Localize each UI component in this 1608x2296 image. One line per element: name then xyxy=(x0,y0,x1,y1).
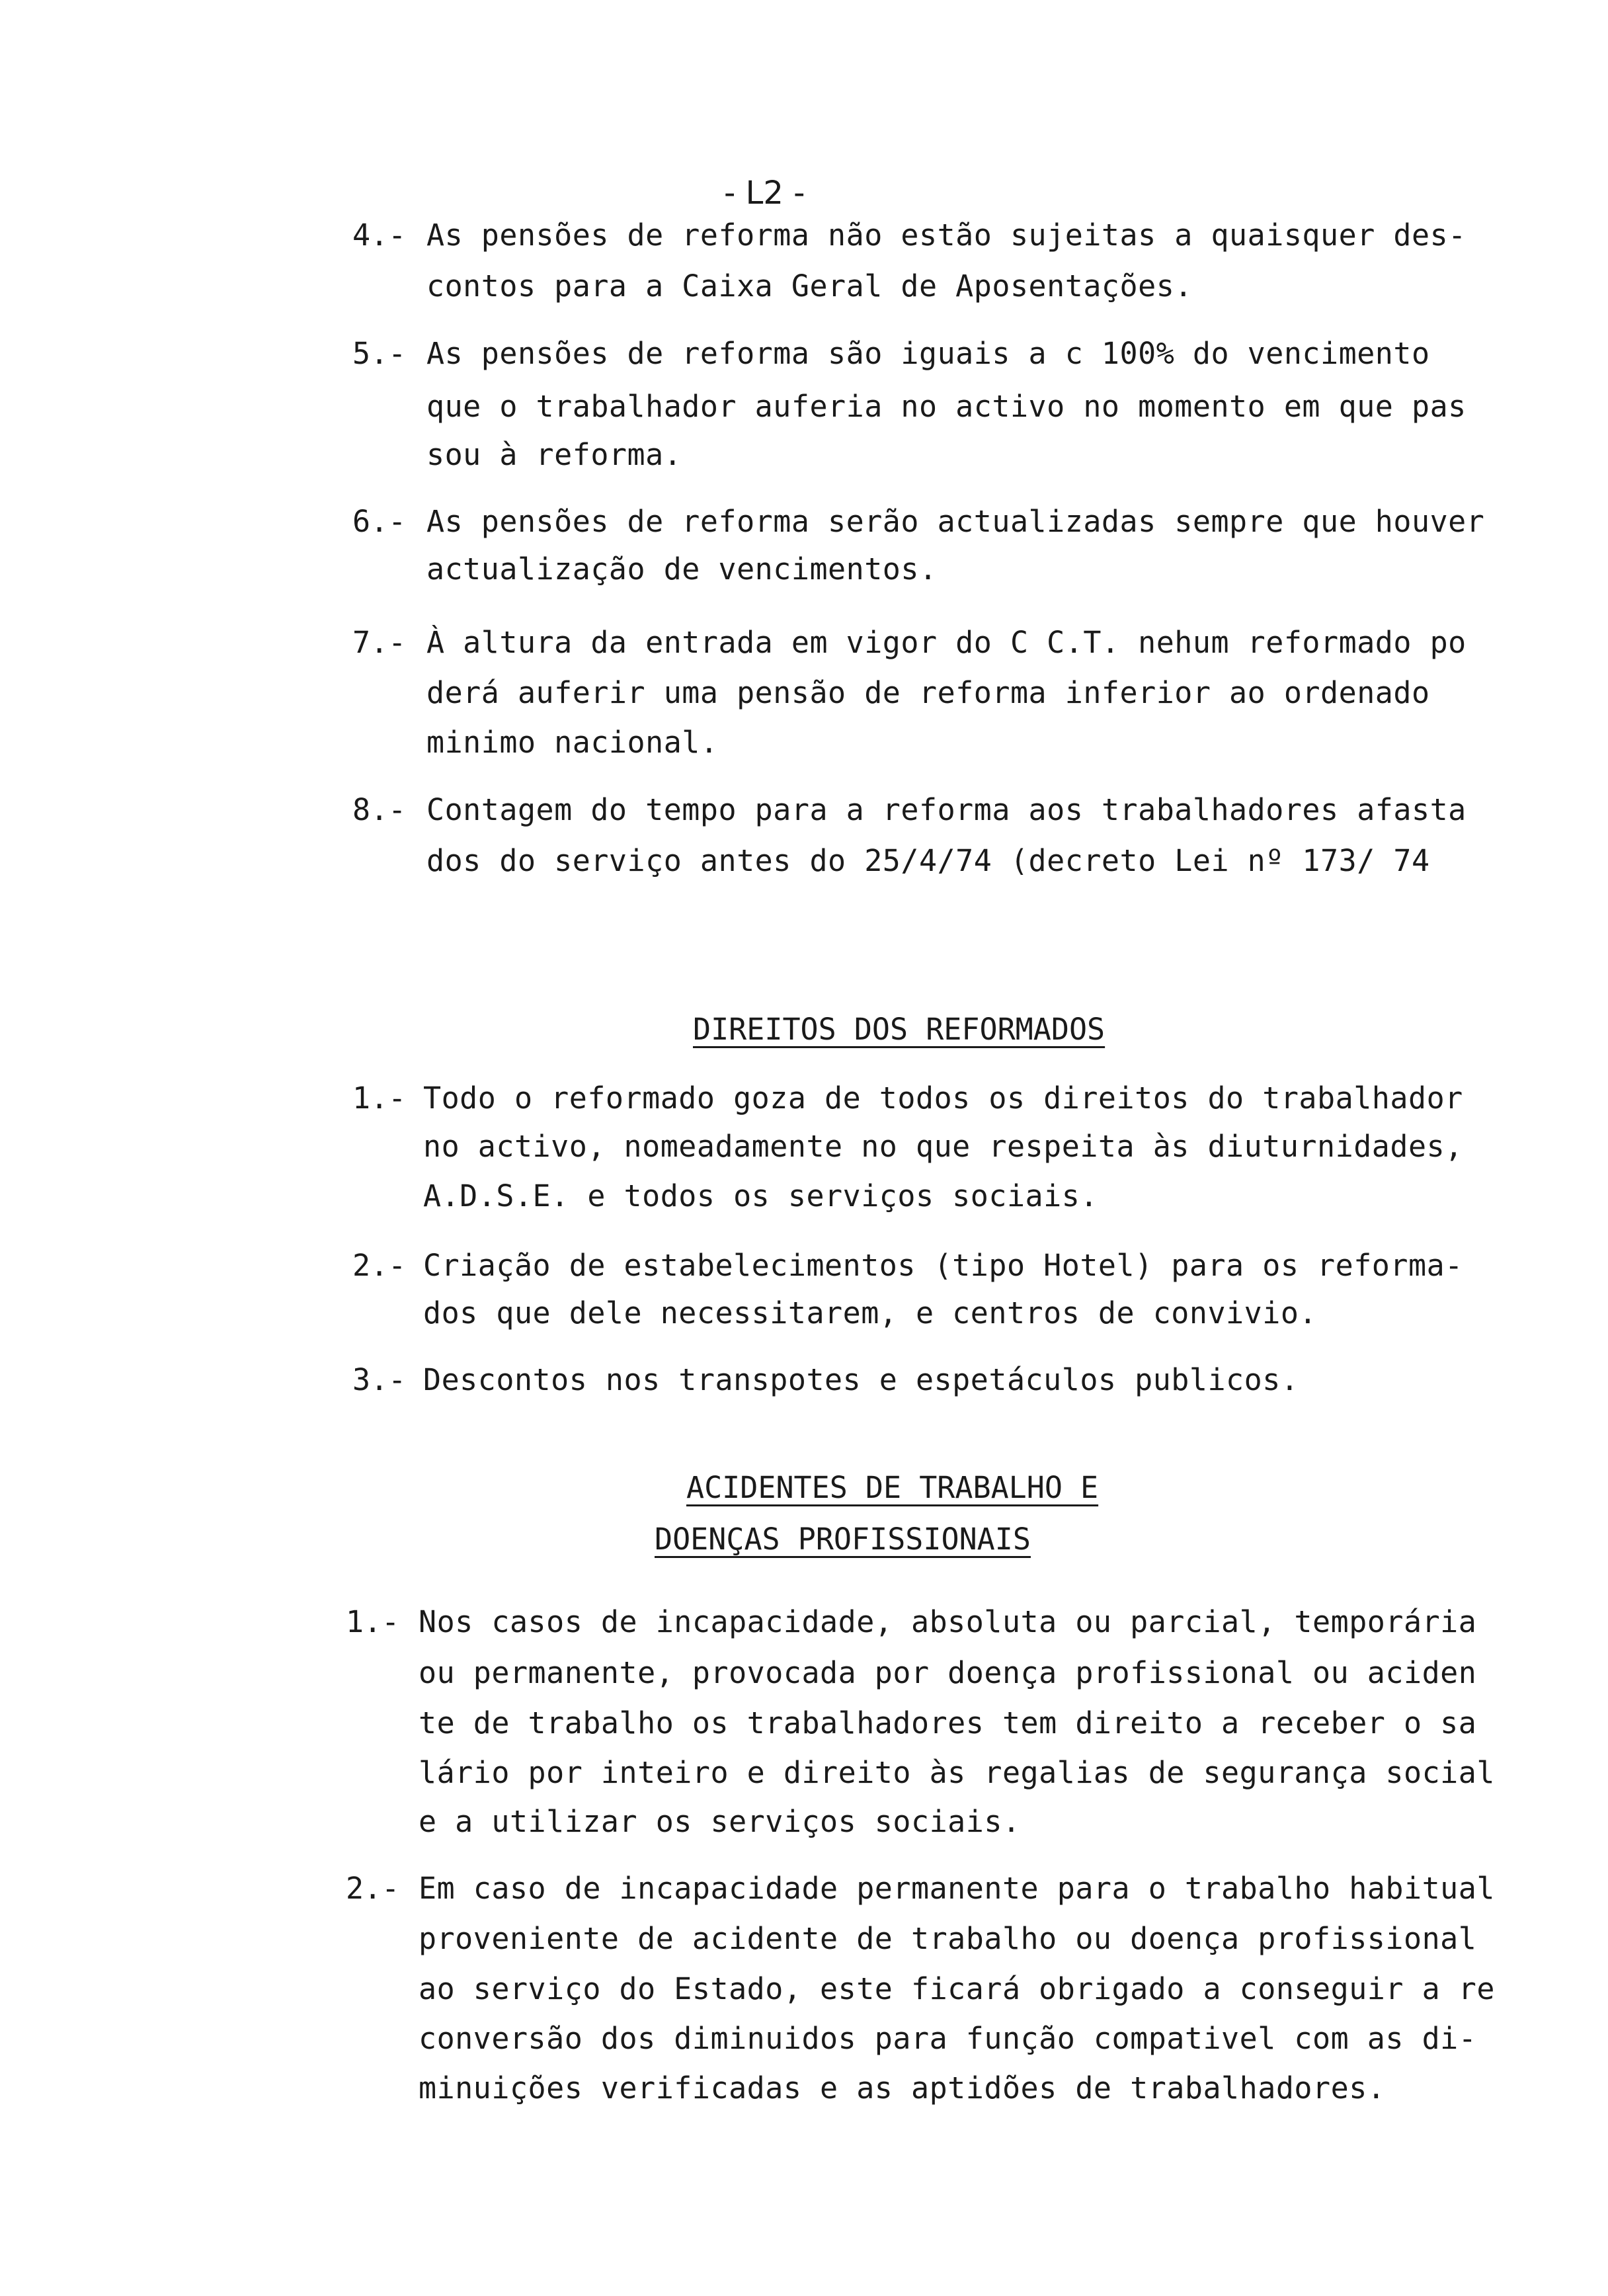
item-number: 6.- xyxy=(352,504,407,539)
item-text-line: dos do serviço antes do 25/4/74 (decreto Lei nº 173/ 74 xyxy=(426,843,1430,878)
section-heading: DOENÇAS PROFISSIONAIS xyxy=(655,1522,1031,1557)
item-number: 2.- xyxy=(352,1248,407,1283)
item-text-line: As pensões de reforma não estão sujeitas a quaisquer des- xyxy=(426,218,1467,253)
item-text-line: e a utilizar os serviços sociais. xyxy=(419,1804,1021,1839)
section-heading: DIREITOS DOS REFORMADOS xyxy=(693,1012,1106,1047)
item-number: 8.- xyxy=(352,792,407,827)
item-text-line: A.D.S.E. e todos os serviços sociais. xyxy=(423,1178,1098,1213)
item-number: 3.- xyxy=(352,1362,407,1397)
item-text-line: As pensões de reforma são iguais a c 100% do vencimento xyxy=(426,336,1430,371)
item-text-line: lário por inteiro e direito às regalias de segurança social xyxy=(419,1755,1495,1790)
item-text-line: Em caso de incapacidade permanente para o trabalho habitual xyxy=(419,1871,1495,1906)
item-number: 4.- xyxy=(352,218,407,253)
item-text-line: conversão dos diminuidos para função compativel com as di- xyxy=(419,2021,1477,2056)
item-text-line: Todo o reformado goza de todos os direitos do trabalhador xyxy=(423,1081,1463,1116)
item-number: 5.- xyxy=(352,336,407,371)
item-text-line: te de trabalho os trabalhadores tem direito a receber o sa xyxy=(419,1705,1477,1741)
section-heading: ACIDENTES DE TRABALHO E xyxy=(686,1470,1099,1505)
item-text-line: sou à reforma. xyxy=(426,437,682,472)
item-number: 1.- xyxy=(352,1081,407,1116)
item-number: 1.- xyxy=(346,1604,400,1639)
item-text-line: no activo, nomeadamente no que respeita às diuturnidades, xyxy=(423,1129,1463,1164)
item-text-line: contos para a Caixa Geral de Aposentações. xyxy=(426,268,1193,304)
item-text-line: actualização de vencimentos. xyxy=(426,552,938,587)
item-text-line: Descontos nos transpotes e espetáculos publicos. xyxy=(423,1362,1299,1397)
item-text-line: minimo nacional. xyxy=(426,725,719,760)
page-number: - L2 - xyxy=(724,175,805,212)
item-text-line: que o trabalhador auferia no activo no momento em que pas xyxy=(426,389,1467,424)
item-number: 2.- xyxy=(346,1871,400,1906)
item-text-line: Nos casos de incapacidade, absoluta ou parcial, temporária xyxy=(419,1604,1477,1639)
item-text-line: ao serviço do Estado, este ficará obrigado a conseguir a re xyxy=(419,1971,1495,2006)
item-text-line: dos que dele necessitarem, e centros de convivio. xyxy=(423,1295,1318,1331)
item-text-line: ou permanente, provocada por doença profissional ou aciden xyxy=(419,1655,1477,1690)
item-text-line: proveniente de acidente de trabalho ou doença profissional xyxy=(419,1921,1477,1956)
item-text-line: As pensões de reforma serão actualizadas sempre que houver xyxy=(426,504,1485,539)
item-text-line: Criação de estabelecimentos (tipo Hotel) para os reforma- xyxy=(423,1248,1463,1283)
item-text-line: Contagem do tempo para a reforma aos trabalhadores afasta xyxy=(426,792,1467,827)
item-text-line: derá auferir uma pensão de reforma inferior ao ordenado xyxy=(426,675,1430,710)
item-number: 7.- xyxy=(352,625,407,660)
item-text-line: minuições verificadas e as aptidões de trabalhadores. xyxy=(419,2070,1386,2106)
item-text-line: À altura da entrada em vigor do C C.T. nehum reformado po xyxy=(426,625,1467,660)
